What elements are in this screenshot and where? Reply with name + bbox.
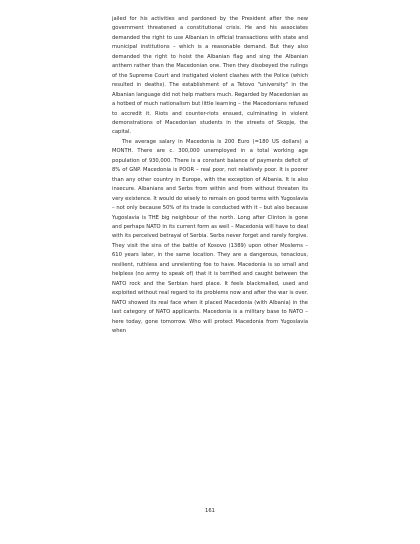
page-number: 161: [205, 508, 215, 514]
paragraph-2: The average salary in Macedonia is 200 Euro (=180 US dollars) a MONTH. There are c. 300,000 unemployed in a total working age population of 930,000. There is a constant balance of payments deficit of 8% of GNP. Macedonia is POOR – real poor, not relatively poor. It is poorer than any other country in Europe, with the exception of Albania. It is also insecure. Albanians and Serbs from within and from without threaten its very existence. It would do wisely to remain on good terms with Yugoslavia – not only because 50% of its trade is conducted with it – but also because Yugoslavia is THE big neighbour of the north. Long after Clinton is gone and perhaps NATO in its current form as well – Macedonia will have to deal with its perceived betrayal of Serbia. Serbs never forget and rarely forgive. They visit the sins of the battle of Kosovo (1389) upon other Moslems – 610 years later, in the same location. They are a dangerous, tenacious, resilient, ruthless and unrelenting foe to have. Macedonia is so small and helpless (no army to speak of) that it is terrified and caught between the NATO rock and the Serbian hard place. It feels blackmailed, used and exploited without real regard to its problems now and after the war is over. NATO showed its real face when it placed Macedonia (with Albania) in the last category of NATO applicants. Macedonia is a military base to NATO – here today, gone tomorrow. Who will protect Macedonia from Yugoslavia when: [112, 138, 308, 334]
body-text: [112, 15, 308, 336]
paragraph-1: jailed for his activities and pardoned by the President after the new government threatened a constitutional crisis. He and his associates demanded the right to use Albanian in official transactions with state and municipal institutions – which is a reasonable demand. But they also demanded the right to hoist the Albanian flag and sing the Albanian anthem rather than the Macedonian one. Then they disobeyed the rulings of the Supreme Court and instigated violent clashes with the Police (which resulted in deaths). The establishment of a Tetovo "university" in the Albanian language did not help matters much. Regarded by Macedonian as a hotbed of much nationalism but little learning – the Macedonians refused to accredit it. Riots and counter-riots ensued, culminating in violent demonstrations of Macedonian students in the streets of Skopje, the capital.: [112, 16, 308, 136]
